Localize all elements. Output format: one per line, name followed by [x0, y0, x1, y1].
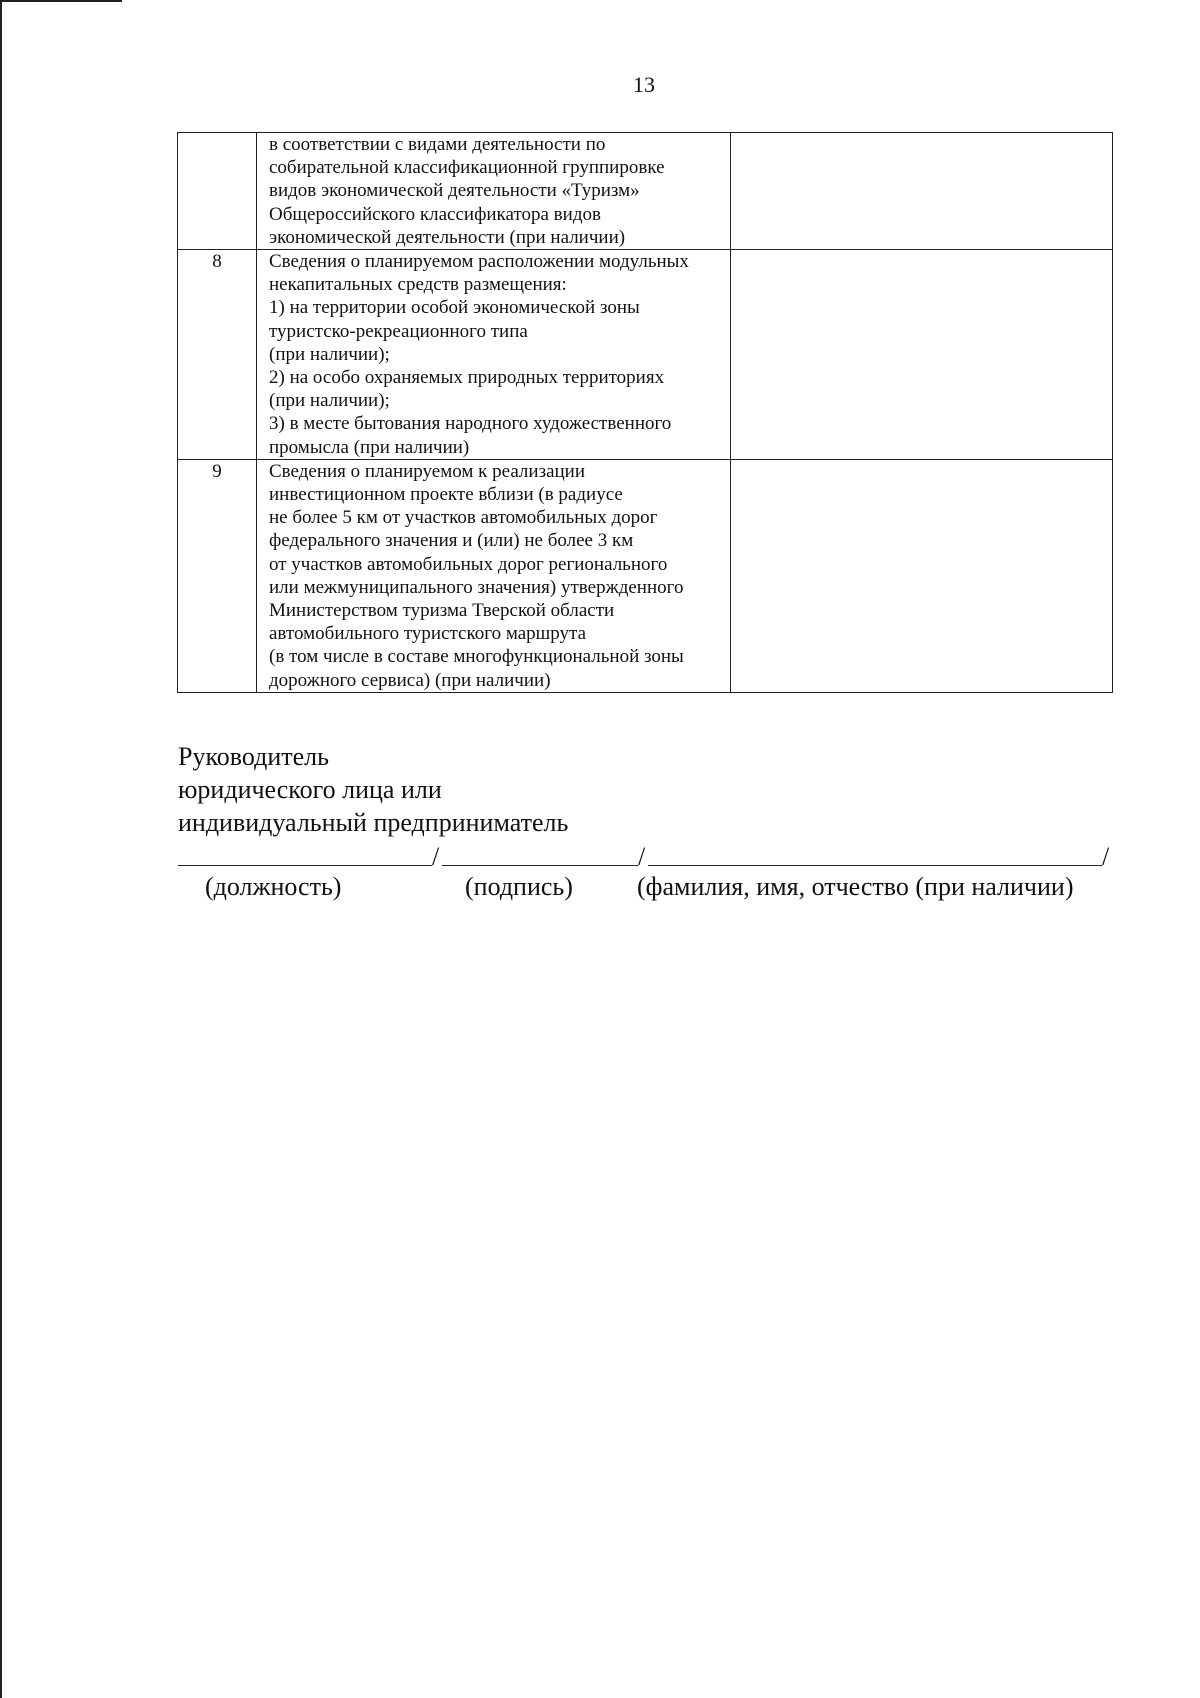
row-number-cell	[178, 133, 257, 250]
table-row	[178, 250, 1113, 460]
row-number-cell: 9	[178, 459, 257, 692]
separator-slash-1: /	[432, 842, 440, 871]
row-description-cell	[257, 250, 731, 460]
signature-blank[interactable]	[442, 864, 638, 866]
description-line: инвестиционном проекте вблизи (в радиусе	[269, 484, 623, 506]
row-description-cell	[257, 459, 731, 692]
description-line: некапитальных средств размещения:	[269, 274, 567, 296]
signatory-block	[178, 740, 568, 839]
description-line: Сведения о планируемом расположении модульных	[269, 251, 689, 273]
description-line: Министерством туризма Тверской области	[269, 600, 615, 622]
description-line: промысла (при наличии)	[269, 436, 470, 458]
description-line: (при наличии);	[269, 390, 390, 412]
description-line: 1) на территории особой экономической зоны	[269, 297, 640, 319]
description-line: от участков автомобильных дорог регионального	[269, 553, 668, 575]
description-line: (при наличии);	[269, 343, 390, 365]
description-line: Общероссийского классификатора видов	[269, 203, 601, 225]
page-number: 13	[633, 72, 655, 97]
description-line: 3) в месте бытования народного художественного	[269, 413, 672, 435]
position-blank[interactable]	[178, 864, 432, 866]
description-line: туристско-рекреационного типа	[269, 320, 528, 342]
scan-edge-top	[0, 0, 122, 2]
row-number-cell: 8	[178, 250, 257, 460]
description-line: видов экономической деятельности «Туризм»	[269, 180, 640, 202]
description-line: (в том числе в составе многофункциональной зоны	[269, 646, 684, 668]
full-name-blank[interactable]	[648, 864, 1102, 866]
caption-full-name: (фамилия, имя, отчество (при наличии)	[637, 872, 1074, 901]
row-value-cell[interactable]	[731, 459, 1113, 692]
description-line: 2) на особо охраняемых природных территориях	[269, 367, 665, 389]
description-line: Сведения о планируемом к реализации	[269, 460, 586, 482]
separator-slash-2: /	[638, 842, 646, 871]
form-table	[177, 132, 1113, 693]
description-line: автомобильного туристского маршрута	[269, 623, 586, 645]
table-row	[178, 459, 1113, 692]
description-line: не более 5 км от участков автомобильных дорог	[269, 507, 658, 529]
description-line: федерального значения и (или) не более 3 км	[269, 530, 634, 552]
row-description-cell	[257, 133, 731, 250]
signatory-title-line-3: индивидуальный предприниматель	[178, 808, 569, 837]
row-value-cell[interactable]	[731, 133, 1113, 250]
signature-captions	[0, 872, 1200, 904]
table-row	[178, 133, 1113, 250]
description-line: или межмуниципального значения) утвержденного	[269, 576, 684, 598]
separator-slash-3: /	[1102, 842, 1110, 871]
form-table-body	[178, 133, 1113, 693]
caption-position: (должность)	[205, 872, 342, 901]
scan-edge-left	[0, 0, 2, 1698]
row-value-cell[interactable]	[731, 250, 1113, 460]
description-line: дорожного сервиса) (при наличии)	[269, 669, 551, 691]
description-line: в соответствии с видами деятельности по	[269, 134, 606, 155]
description-line: экономической деятельности (при наличии)	[269, 226, 626, 248]
signatory-title-line-1: Руководитель	[178, 742, 329, 771]
caption-signature: (подпись)	[465, 872, 573, 901]
signatory-title-line-2: юридического лица или	[178, 775, 442, 804]
signature-fill-line	[178, 840, 1114, 870]
description-line: собирательной классификационной группировке	[269, 157, 665, 179]
